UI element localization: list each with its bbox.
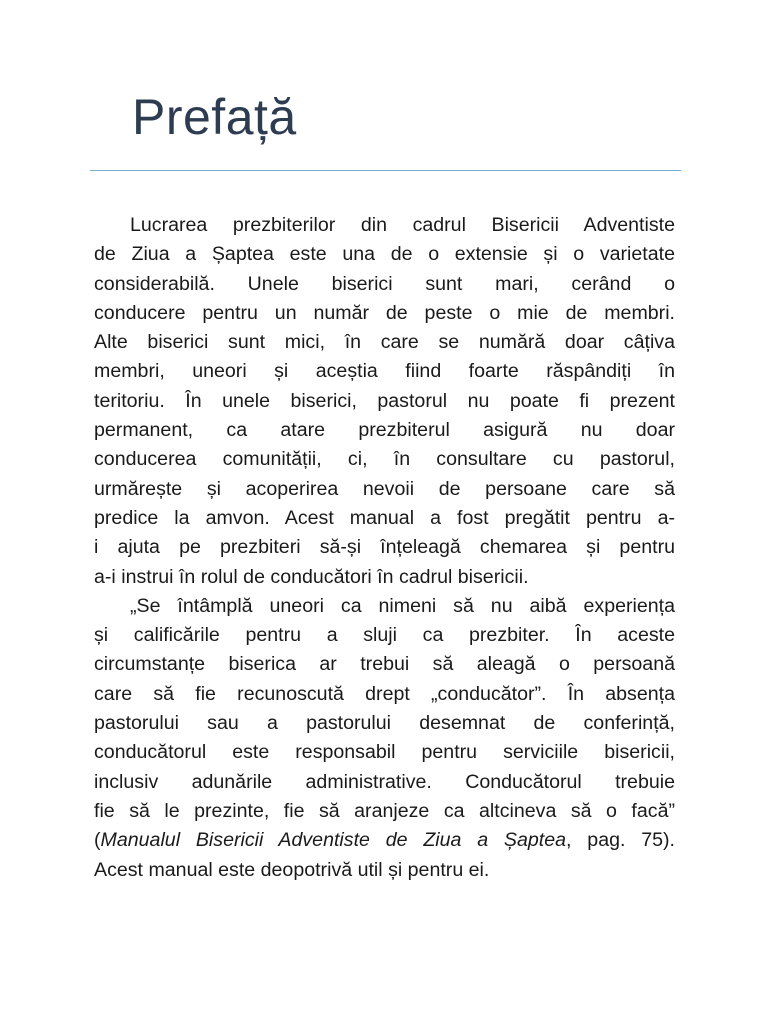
- text-line: teritoriu. În unele biserici, pastorul nu poate fi prezent: [94, 389, 675, 412]
- text-line: conducătorul este responsabil pentru serviciile bisericii,: [94, 741, 675, 764]
- citation-open: (: [94, 829, 101, 852]
- text-line: membri, uneori și aceștia fiind foarte răspândiți în: [94, 360, 675, 383]
- paragraph-2: [94, 592, 675, 885]
- text-line: de Ziua a Șaptea este una de o extensie și o varietate: [94, 243, 675, 266]
- text-line: care să fie recunoscută drept „conducător”. În absența: [94, 682, 675, 705]
- citation-title: Manualul Bisericii Adventiste de Ziua a Șaptea: [100, 829, 567, 852]
- page-title: Prefață: [132, 89, 297, 145]
- text-line: considerabilă. Unele biserici sunt mari, cerând o: [94, 272, 675, 295]
- text-line: inclusiv adunările administrative. Conducătorul trebuie: [94, 770, 675, 793]
- text-line: pastorului sau a pastorului desemnat de conferință,: [94, 712, 675, 735]
- preface-body: [94, 211, 675, 885]
- citation-line: [94, 826, 675, 855]
- text-line: a-i instrui în rolul de conducători în cadrul bisericii.: [94, 565, 529, 588]
- text-line: Alte biserici sunt mici, în care se numără doar câțiva: [94, 331, 675, 354]
- text-line: Lucrarea prezbiterilor din cadrul Bisericii Adventiste: [130, 214, 675, 236]
- text-line: „Se întâmplă uneori ca nimeni să nu aibă experiența: [130, 594, 675, 617]
- text-line: conducerea comunității, ci, în consultare cu pastorul,: [94, 448, 675, 471]
- text-line: urmărește și acoperirea nevoii de persoane care să: [94, 477, 675, 500]
- text-line: circumstanțe biserica ar trebui să aleagă o persoană: [94, 653, 675, 676]
- text-line: permanent, ca atare prezbiterul asigură nu doar: [94, 419, 675, 442]
- title-divider: [90, 170, 681, 171]
- text-line: predice la amvon. Acest manual a fost pregătit pentru a-: [94, 506, 675, 529]
- paragraph-1: [94, 211, 675, 592]
- text-line: conducere pentru un număr de peste o mie de membri.: [94, 301, 675, 324]
- citation-rest: , pag. 75).: [566, 829, 675, 852]
- text-line: i ajuta pe prezbiteri să-și înțeleagă chemarea și pentru: [94, 536, 675, 559]
- text-line: și calificările pentru a sluji ca prezbiter. În aceste: [94, 624, 675, 647]
- text-line: fie să le prezinte, fie să aranjeze ca altcineva să o facă”: [94, 799, 675, 822]
- text-line: Acest manual este deopotrivă util și pentru ei.: [94, 858, 490, 881]
